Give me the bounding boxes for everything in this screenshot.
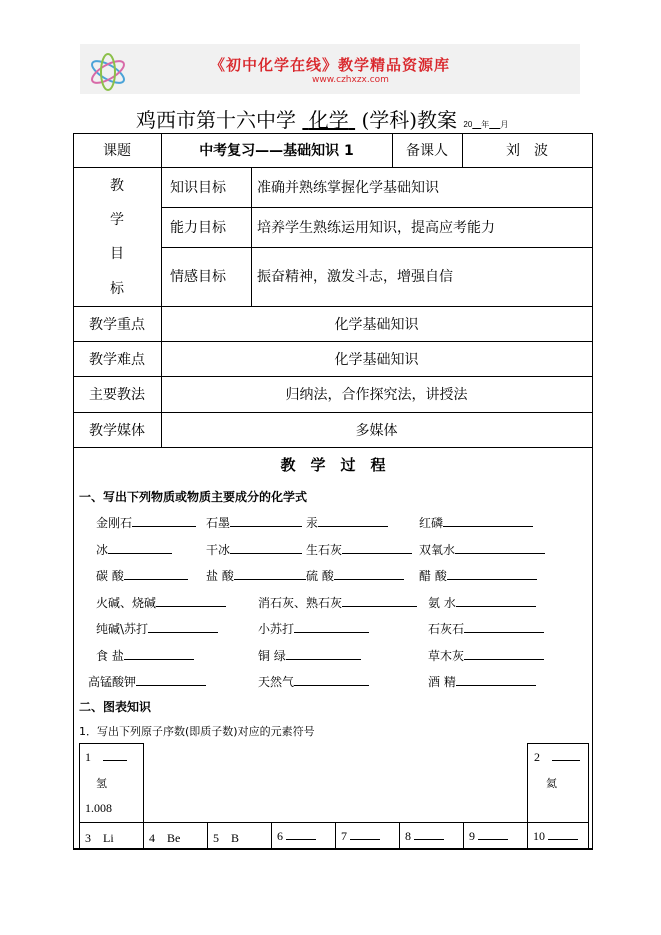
answer-blank[interactable] [286,648,361,660]
substance-name: 醋 酸 [419,569,447,583]
formula-item [206,567,306,584]
answer-blank[interactable] [334,568,404,580]
formula-item [419,514,533,531]
answer-blank[interactable] [234,568,306,580]
formula-item [306,541,412,558]
answer-blank[interactable] [478,830,508,840]
element-cell: 7 [341,829,380,844]
element-cell: 9 [469,829,508,844]
substance-name: 高锰酸钾 [88,675,137,689]
substance-name: 红磷 [419,516,444,530]
formula-item [258,594,417,611]
date-field: 20 年 月 [463,120,509,129]
goals-label-4: 标 [110,281,124,297]
formula-item [96,541,172,558]
answer-blank[interactable] [103,751,127,761]
formula-item [306,514,388,531]
page-title [136,104,508,133]
answer-blank[interactable] [294,621,369,633]
row-value: 化学基础知识 [334,316,419,333]
substance-name: 氨 水 [428,595,456,610]
element-cell: 6 [277,829,316,844]
answer-blank[interactable] [286,830,316,840]
answer-blank[interactable] [456,674,536,686]
substance-name: 天然气 [258,675,295,689]
goal-label: 知识目标 [170,180,226,196]
formula-item [96,620,218,637]
substance-name: 火碱、烧碱 [96,595,157,610]
atomic-mass: 1.008 [85,801,112,815]
formula-item [96,567,188,584]
element-cell: 8 [405,829,444,844]
goal-text: 振奋精神，激发斗志，增强自信 [257,269,453,285]
answer-blank[interactable] [294,674,369,686]
section2-title: 二、图表知识 [79,700,152,714]
formula-item [88,673,206,690]
formula-item [206,541,302,558]
formula-item [306,567,404,584]
substance-name: 石墨 [206,516,231,530]
formula-item [428,673,536,690]
goal-text: 准确并熟练掌握化学基础知识 [257,180,439,196]
element-cell: 10 [533,829,578,844]
element-cell: 3 Li [85,831,114,845]
answer-blank[interactable] [350,830,380,840]
answer-blank[interactable] [552,751,580,761]
answer-blank[interactable] [414,830,444,840]
process-title: 教 学 过 程 [280,455,386,474]
row-label: 教学媒体 [89,422,145,439]
element-name: 氢 [96,777,107,790]
answer-blank[interactable] [124,568,188,580]
preparer-value: 刘 波 [506,143,548,159]
answer-blank[interactable] [148,621,218,633]
formula-item [258,620,369,637]
element-h: 1 [85,750,127,765]
topic-label: 课题 [103,143,131,159]
formula-item [428,647,544,664]
answer-blank[interactable] [548,830,578,840]
answer-blank[interactable] [230,542,302,554]
goal-text: 培养学生熟练运用知识，提高应考能力 [257,220,495,236]
substance-name: 盐 酸 [206,569,234,583]
subject: 化学 [308,108,349,132]
answer-blank[interactable] [464,648,544,660]
element-cell: 5 B [213,831,240,845]
row-value: 化学基础知识 [334,351,419,368]
formula-item [96,594,226,611]
preparer-label: 备课人 [406,143,448,159]
goals-label-3: 目 [110,246,124,262]
answer-blank[interactable] [455,542,545,554]
answer-blank[interactable] [136,674,206,686]
formula-item [206,514,302,531]
substance-name: 消石灰、熟石灰 [258,595,343,610]
row-label: 主要教法 [89,387,145,403]
answer-blank[interactable] [132,515,196,527]
substance-name: 石灰石 [428,622,465,636]
goal-label: 能力目标 [170,220,226,236]
logo-icon [86,52,130,92]
formula-item [419,541,545,558]
answer-blank[interactable] [342,542,412,554]
substance-name: 干冰 [206,542,231,557]
answer-blank[interactable] [156,595,226,607]
substance-name: 草木灰 [428,648,465,663]
answer-blank[interactable] [108,542,172,554]
substance-name: 纯碱\苏打 [96,622,149,636]
substance-name: 冰 [96,542,109,557]
title-suffix: (学科)教案 [361,108,458,132]
element-he: 2 [534,750,580,765]
answer-blank[interactable] [318,515,388,527]
goal-label: 情感目标 [170,269,226,285]
formula-item [419,567,537,584]
row-label: 教学重点 [89,316,145,333]
substance-name: 小苏打 [258,622,295,636]
element-cell: 4 Be [149,831,181,845]
banner-title: 《初中化学在线》教学精品资源库 [210,56,451,74]
banner-url: www.czhxzx.com [312,75,389,85]
substance-name: 碳 酸 [96,569,124,583]
formula-item [258,647,361,664]
element-name: 氦 [546,777,557,790]
answer-blank[interactable] [342,595,417,607]
answer-blank[interactable] [124,648,194,660]
substance-name: 汞 [306,516,319,530]
substance-name: 生石灰 [306,542,343,557]
substance-name: 食 盐 [96,648,124,663]
goals-label-1: 教 [110,178,124,194]
answer-blank[interactable] [230,515,302,527]
formula-item [258,673,369,690]
formula-item [428,594,536,611]
row-label: 教学难点 [89,351,145,368]
substance-name: 酒 精 [428,675,456,689]
answer-blank[interactable] [447,568,537,580]
formula-item [428,620,544,637]
formula-item [96,514,196,531]
row-value: 多媒体 [355,422,398,439]
topic-value: 中考复习——基础知识 1 [199,143,354,159]
question-1: 1．写出下列原子序数(即质子数)对应的元素符号 [79,725,315,738]
formula-item [96,647,194,664]
school-name: 鸡西市第十六中学 [136,108,296,132]
substance-name: 硫 酸 [306,569,334,583]
substance-name: 金刚石 [96,516,133,530]
section1-title: 一、写出下列物质或物质主要成分的化学式 [79,490,308,504]
substance-name: 铜 绿 [258,648,286,663]
row-value: 归纳法，合作探究法，讲授法 [285,387,468,403]
substance-name: 双氧水 [419,542,456,557]
goals-label-2: 学 [110,212,124,228]
answer-blank[interactable] [464,621,544,633]
answer-blank[interactable] [456,595,536,607]
answer-blank[interactable] [443,515,533,527]
